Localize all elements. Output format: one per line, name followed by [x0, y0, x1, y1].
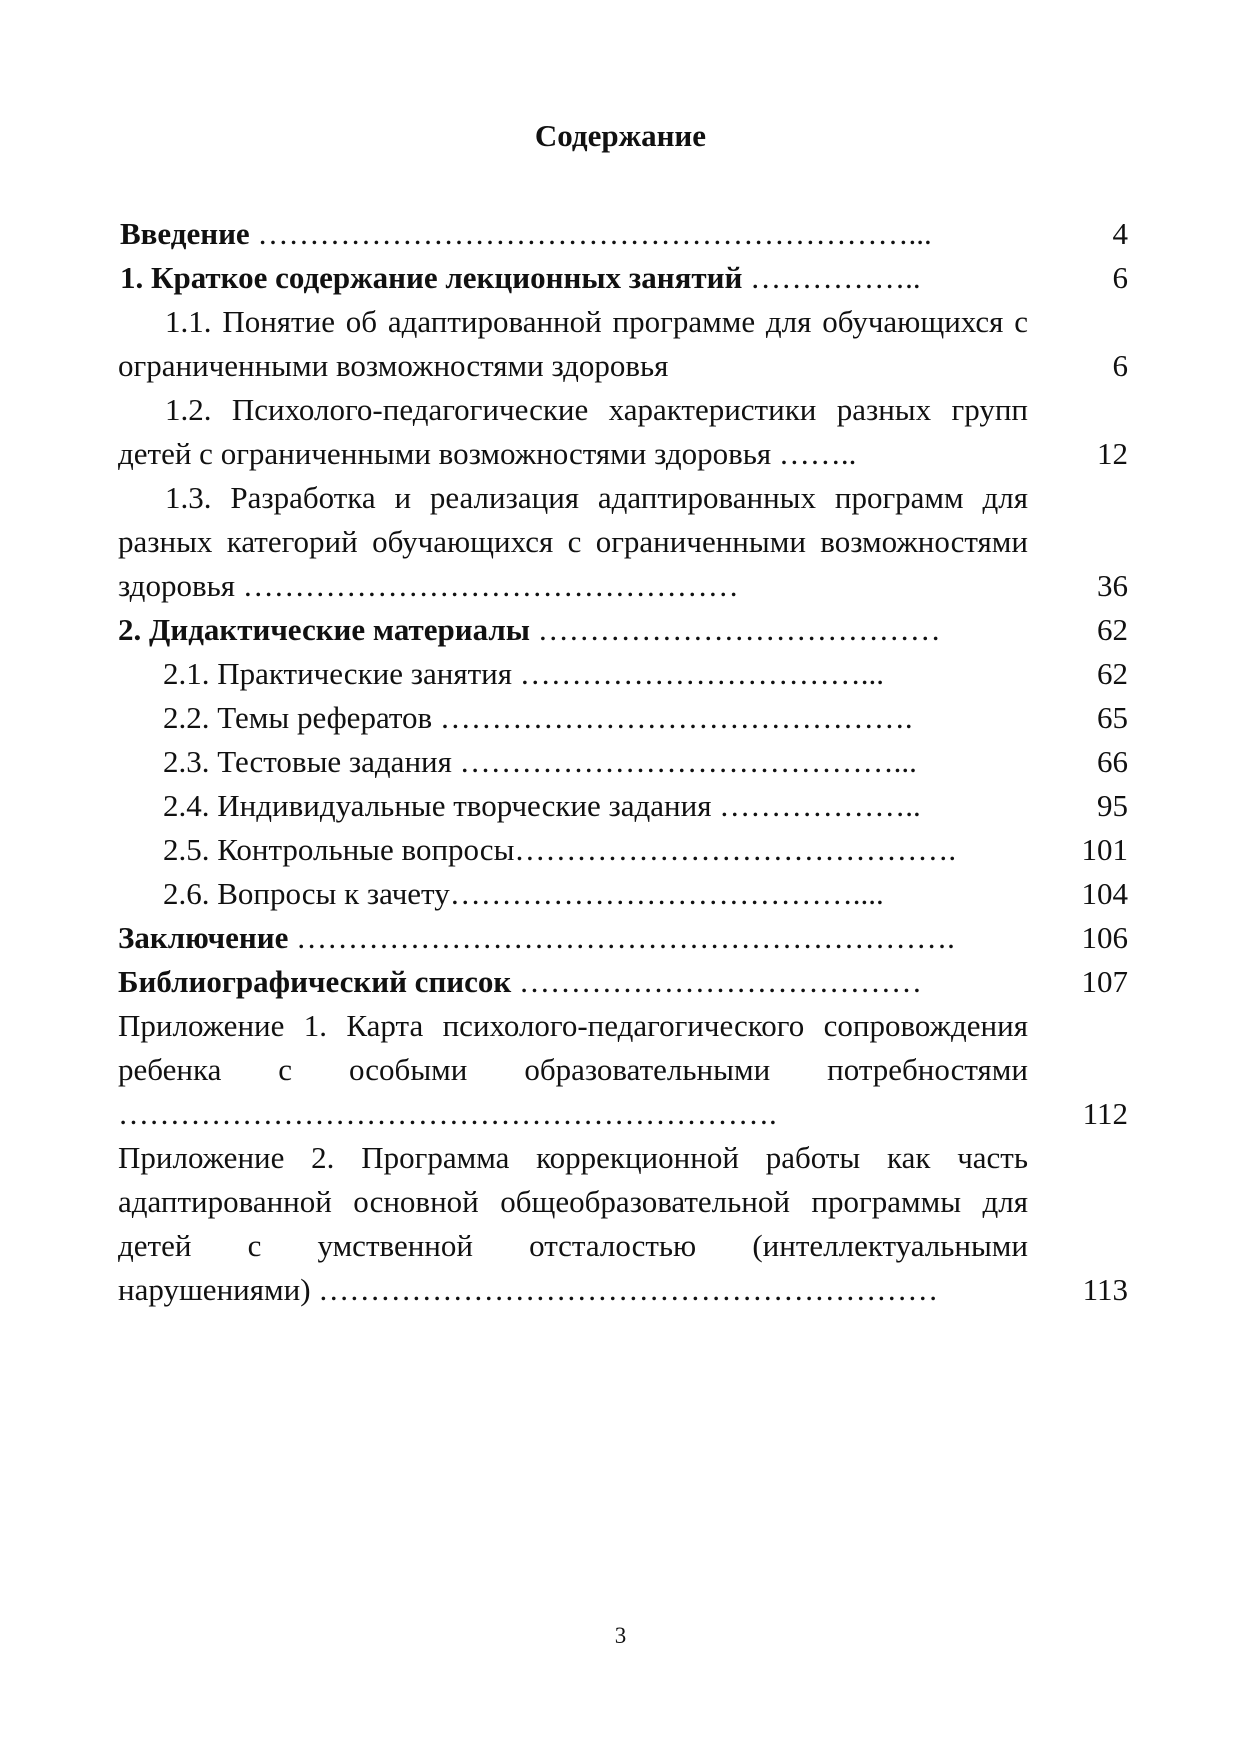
toc-entry-page: 95	[1097, 788, 1128, 823]
toc-entry-2-4	[118, 784, 1128, 828]
toc-entry-1-2	[118, 388, 1128, 476]
toc-entry-title: 1.1. Понятие об адаптированной программе для обучающихся с ограниченными возможностями здоровья	[118, 304, 1028, 383]
toc-entry-introduction	[118, 212, 1128, 256]
toc-entry-leader: ……………………………………………………….	[288, 920, 955, 955]
toc-entry-page: 113	[1082, 1272, 1128, 1307]
toc-entry-conclusion	[118, 916, 1128, 960]
toc-entry-2-6	[118, 872, 1128, 916]
toc-entry-title: 1.3. Разработка и реализация адаптированных программ для разных категорий обучающихся с ограниченными возможностями здоровья …………………………………………	[118, 480, 1028, 603]
toc-entry-title: 1.2. Психолого-педагогические характеристики разных групп детей с ограниченными возможностями здоровья ……..	[118, 392, 1028, 471]
toc-entry-page: 112	[1082, 1096, 1128, 1131]
toc-entry-2-5	[118, 828, 1128, 872]
toc-entry-title: 2.1. Практические занятия ……………………………...	[163, 656, 884, 691]
toc-entry-appendix-2	[118, 1136, 1128, 1312]
toc-entry-page: 36	[1097, 568, 1128, 603]
toc-entry-title: 2.6. Вопросы к зачету…………………………………....	[163, 876, 884, 911]
toc-entry-section-1	[118, 256, 1128, 300]
toc-entry-2-1	[118, 652, 1128, 696]
toc-entry-leader: …………………………………	[511, 964, 923, 999]
toc-entry-2-3	[118, 740, 1128, 784]
toc-entry-page: 6	[1112, 260, 1128, 295]
toc-entry-page: 107	[1081, 964, 1128, 999]
toc-entry-title: Заключение	[118, 920, 289, 955]
toc-entry-page: 65	[1097, 700, 1128, 735]
toc-entry-1-3	[118, 476, 1128, 608]
table-of-contents	[118, 212, 1128, 1312]
toc-entry-title: Библиографический список	[118, 964, 512, 999]
toc-entry-title: 2.3. Тестовые задания ……………………………………...	[163, 744, 917, 779]
toc-entry-page: 104	[1081, 876, 1128, 911]
toc-entry-appendix-1	[118, 1004, 1128, 1136]
toc-entry-2-2	[118, 696, 1128, 740]
toc-entry-title: Введение	[120, 216, 250, 251]
toc-entry-leader: ………………………………………………………...	[249, 216, 932, 251]
toc-entry-page: 12	[1097, 436, 1128, 471]
toc-entry-title: 2. Дидактические материалы	[118, 612, 530, 647]
toc-entry-title: Приложение 1. Карта психолого-педагогического сопровождения ребенка с особыми образовательными потребностями ……………………………………………………….	[118, 1008, 1028, 1131]
toc-entry-page: 62	[1097, 612, 1128, 647]
toc-entry-leader: ……………..	[742, 260, 921, 295]
toc-entry-title: 2.2. Темы рефератов ……………………………………….	[163, 700, 913, 735]
toc-entry-page: 62	[1097, 656, 1128, 691]
toc-entry-title: 2.5. Контрольные вопросы…………………………………….	[163, 832, 957, 867]
toc-entry-title: Приложение 2. Программа коррекционной работы как часть адаптированной основной общеобразовательной программы для детей с умственной отсталостью (интеллектуальными нарушениями) ……………………………………………………	[118, 1140, 1028, 1307]
page-number: 3	[614, 1623, 627, 1648]
toc-entry-section-2	[118, 608, 1128, 652]
toc-entry-title: 1. Краткое содержание лекционных занятий	[120, 260, 743, 295]
toc-entry-page: 101	[1081, 832, 1128, 867]
toc-entry-title: 2.4. Индивидуальные творческие задания ………………..	[163, 788, 921, 823]
toc-entry-leader: …………………………………	[530, 612, 941, 647]
toc-entry-page: 4	[1112, 216, 1128, 251]
page-title: Содержание	[534, 118, 707, 153]
toc-entry-bibliography	[118, 960, 1128, 1004]
toc-entry-page: 66	[1097, 744, 1128, 779]
toc-entry-page: 6	[1112, 348, 1128, 383]
toc-entry-1-1	[118, 300, 1128, 388]
toc-entry-page: 106	[1081, 920, 1128, 955]
